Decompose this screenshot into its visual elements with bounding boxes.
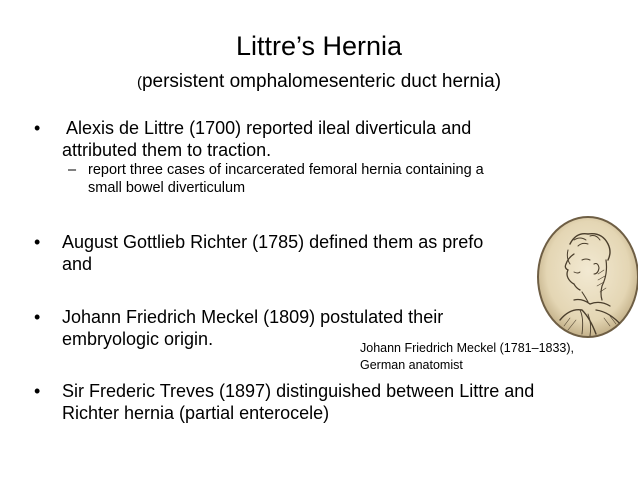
portrait-icon	[530, 214, 638, 340]
sub-bullet-cases	[68, 161, 484, 197]
bullet-richter	[34, 231, 483, 275]
portrait-image	[530, 214, 638, 340]
bullet-line: and	[62, 254, 93, 274]
sub-bullet-line: small bowel diverticulum	[88, 180, 246, 196]
bullet-line: August Gottlieb Richter (1785) defined them as prefo	[62, 232, 484, 252]
subtitle-open-paren: (	[136, 74, 142, 91]
caption-line: German anatomist	[360, 358, 463, 372]
bullet-line: attributed them to traction.	[62, 140, 272, 160]
portrait-caption	[360, 340, 574, 374]
bullet-treves	[34, 380, 534, 424]
slide-title: Littre’s Hernia	[235, 31, 403, 61]
bullet-line: Alexis de Littre (1700) reported ileal diverticula and	[62, 118, 472, 138]
bullet-line: Sir Frederic Treves (1897) distinguished between Littre and	[62, 381, 535, 401]
subtitle-text: persistent omphalomesenteric duct hernia)	[141, 71, 502, 92]
caption-line: Johann Friedrich Meckel (1781–1833),	[360, 341, 575, 355]
bullet-line: embryologic origin.	[62, 329, 214, 349]
bullet-line: Johann Friedrich Meckel (1809) postulated their	[62, 307, 444, 327]
sub-bullet-line: report three cases of incarcerated femoral hernia containing a	[88, 162, 484, 178]
bullet-littre	[34, 117, 471, 161]
bullet-symbol: •	[34, 118, 41, 138]
sub-bullet-symbol: –	[68, 162, 77, 178]
slide-subtitle	[0, 70, 638, 95]
bullet-symbol: •	[34, 232, 41, 252]
bullet-line: Richter hernia (partial enterocele)	[62, 403, 330, 423]
bullet-symbol: •	[34, 307, 41, 327]
bullet-symbol: •	[34, 381, 41, 401]
